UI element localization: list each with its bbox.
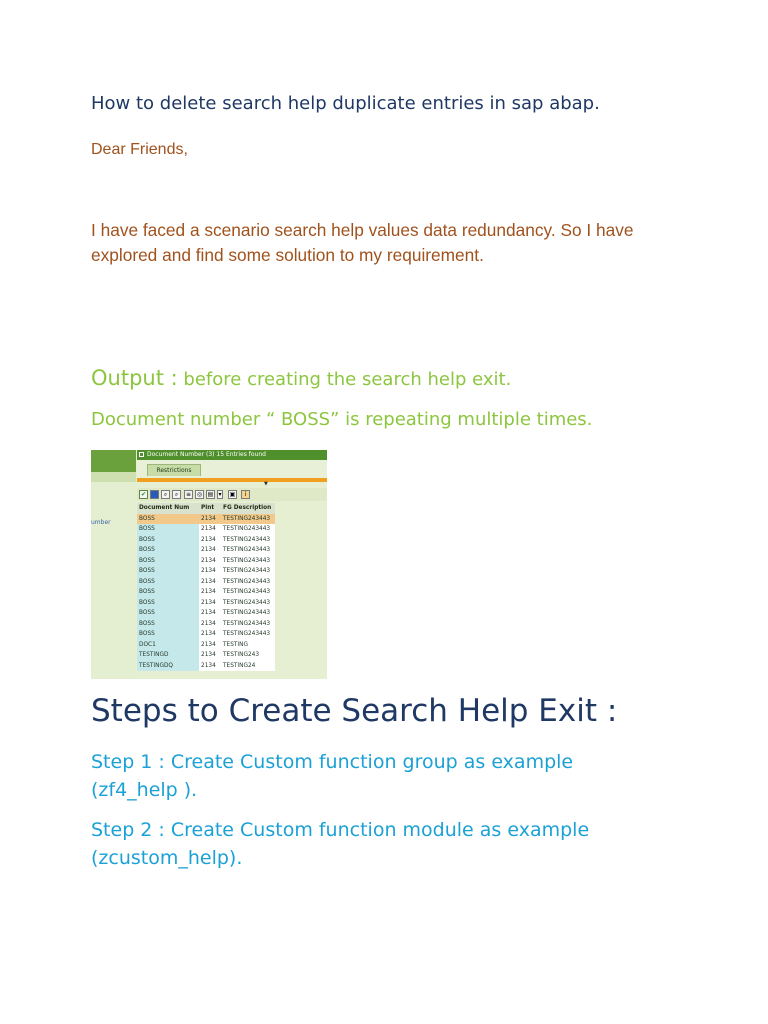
- intro-paragraph: [91, 218, 661, 268]
- greeting: Dear Friends,: [91, 141, 188, 158]
- sort-icon[interactable]: ≡: [185, 491, 192, 498]
- cell-plnt[interactable]: 2134: [199, 629, 221, 640]
- cell-document-num[interactable]: BOSS: [137, 514, 199, 525]
- cell-plnt[interactable]: 2134: [199, 514, 221, 525]
- cell-fg-description[interactable]: TESTING243443: [221, 545, 275, 556]
- table-row[interactable]: [137, 556, 275, 567]
- table-row[interactable]: [137, 535, 275, 546]
- table-row[interactable]: [137, 619, 275, 630]
- cell-plnt[interactable]: 2134: [199, 535, 221, 546]
- cell-document-num[interactable]: BOSS: [137, 556, 199, 567]
- cell-document-num[interactable]: BOSS: [137, 629, 199, 640]
- cell-document-num[interactable]: BOSS: [137, 577, 199, 588]
- dialog-titlebar: [137, 450, 327, 460]
- table-row[interactable]: [137, 545, 275, 556]
- left-header-band: [91, 450, 136, 472]
- window-icon: [139, 452, 144, 457]
- cell-fg-description[interactable]: TESTING243443: [221, 535, 275, 546]
- step-1-text: Step 1 : Create Custom function group as example (zf4_help ).: [91, 751, 574, 801]
- table-row[interactable]: [137, 661, 275, 672]
- cell-plnt[interactable]: 2134: [199, 640, 221, 651]
- cell-plnt[interactable]: 2134: [199, 587, 221, 598]
- cell-document-num[interactable]: BOSS: [137, 598, 199, 609]
- cell-document-num[interactable]: BOSS: [137, 619, 199, 630]
- cell-plnt[interactable]: 2134: [199, 566, 221, 577]
- table-header-row: [137, 503, 275, 514]
- output-line: [91, 366, 511, 390]
- dialog-title: Document Number (3) 15 Entries found: [147, 451, 266, 458]
- page-title: How to delete search help duplicate entries in sap abap.: [91, 93, 600, 114]
- cell-plnt[interactable]: 2134: [199, 650, 221, 661]
- tab-restrictions[interactable]: Restrictions: [147, 464, 201, 476]
- left-field-label: umber: [91, 519, 111, 526]
- cell-plnt[interactable]: 2134: [199, 661, 221, 672]
- cell-fg-description[interactable]: TESTING24: [221, 661, 275, 672]
- step-2: [91, 816, 651, 872]
- table-row[interactable]: [137, 650, 275, 661]
- cell-document-num[interactable]: BOSS: [137, 545, 199, 556]
- table-row[interactable]: [137, 640, 275, 651]
- print-icon[interactable]: ▤: [207, 491, 214, 498]
- filter-icon[interactable]: ◎: [196, 491, 203, 498]
- tab-bar: [137, 460, 327, 478]
- left-subheader-band: [91, 472, 136, 482]
- screenshot-left-pane: [91, 450, 136, 679]
- expand-triangle-icon[interactable]: ▼: [264, 481, 268, 487]
- cell-fg-description[interactable]: TESTING243443: [221, 619, 275, 630]
- result-toolbar: [137, 488, 327, 501]
- cell-document-num[interactable]: BOSS: [137, 587, 199, 598]
- sap-search-help-screenshot: [91, 450, 327, 679]
- cell-plnt[interactable]: 2134: [199, 524, 221, 535]
- table-row[interactable]: [137, 524, 275, 535]
- table-row[interactable]: [137, 577, 275, 588]
- cell-document-num[interactable]: DOC1: [137, 640, 199, 651]
- cell-fg-description[interactable]: TESTING243443: [221, 629, 275, 640]
- cell-plnt[interactable]: 2134: [199, 577, 221, 588]
- intro-text: I have faced a scenario search help values data redundancy. So I have explored and find some solution to my requirement.: [91, 220, 634, 265]
- cell-plnt[interactable]: 2134: [199, 598, 221, 609]
- output-note: Document number “ BOSS” is repeating multiple times.: [91, 409, 593, 430]
- cell-plnt[interactable]: 2134: [199, 619, 221, 630]
- output-text: before creating the search help exit.: [177, 369, 512, 390]
- cell-fg-description[interactable]: TESTING243443: [221, 556, 275, 567]
- stop-icon[interactable]: [150, 490, 159, 499]
- cell-document-num[interactable]: BOSS: [137, 608, 199, 619]
- cell-fg-description[interactable]: TESTING243443: [221, 598, 275, 609]
- steps-heading: Steps to Create Search Help Exit :: [91, 693, 618, 729]
- cell-plnt[interactable]: 2134: [199, 545, 221, 556]
- check-icon[interactable]: ✔: [140, 491, 147, 498]
- cell-fg-description[interactable]: TESTING: [221, 640, 275, 651]
- cell-document-num[interactable]: TESTINGD: [137, 650, 199, 661]
- cell-fg-description[interactable]: TESTING243443: [221, 608, 275, 619]
- table-row[interactable]: [137, 629, 275, 640]
- orange-divider: [137, 478, 327, 482]
- table-row[interactable]: [137, 514, 275, 525]
- table-row[interactable]: [137, 566, 275, 577]
- cell-plnt[interactable]: 2134: [199, 556, 221, 567]
- cell-document-num[interactable]: BOSS: [137, 566, 199, 577]
- cell-document-num[interactable]: BOSS: [137, 535, 199, 546]
- cell-fg-description[interactable]: TESTING243: [221, 650, 275, 661]
- results-table: [137, 503, 275, 671]
- cell-fg-description[interactable]: TESTING243443: [221, 514, 275, 525]
- dropdown-icon[interactable]: ▾: [218, 491, 222, 498]
- cell-fg-description[interactable]: TESTING243443: [221, 587, 275, 598]
- info-icon[interactable]: i: [241, 490, 250, 499]
- cell-fg-description[interactable]: TESTING243443: [221, 577, 275, 588]
- cell-fg-description[interactable]: TESTING243443: [221, 566, 275, 577]
- cell-document-num[interactable]: BOSS: [137, 524, 199, 535]
- col-header-plnt[interactable]: Plnt: [199, 503, 221, 514]
- table-row[interactable]: [137, 587, 275, 598]
- cell-document-num[interactable]: TESTINGDQ: [137, 661, 199, 672]
- cell-fg-description[interactable]: TESTING243443: [221, 524, 275, 535]
- col-header-document-num[interactable]: Document Num: [137, 503, 199, 514]
- col-header-fg-description[interactable]: FG Description: [221, 503, 275, 514]
- cell-plnt[interactable]: 2134: [199, 608, 221, 619]
- find-next-icon[interactable]: ⌕: [172, 490, 181, 499]
- table-row[interactable]: [137, 608, 275, 619]
- step-1: [91, 748, 651, 804]
- step-2-text: Step 2 : Create Custom function module as example (zcustom_help).: [91, 819, 590, 869]
- table-row[interactable]: [137, 598, 275, 609]
- export-icon[interactable]: ▣: [229, 491, 236, 498]
- find-icon[interactable]: ⌕: [161, 490, 170, 499]
- output-label: Output :: [91, 366, 178, 390]
